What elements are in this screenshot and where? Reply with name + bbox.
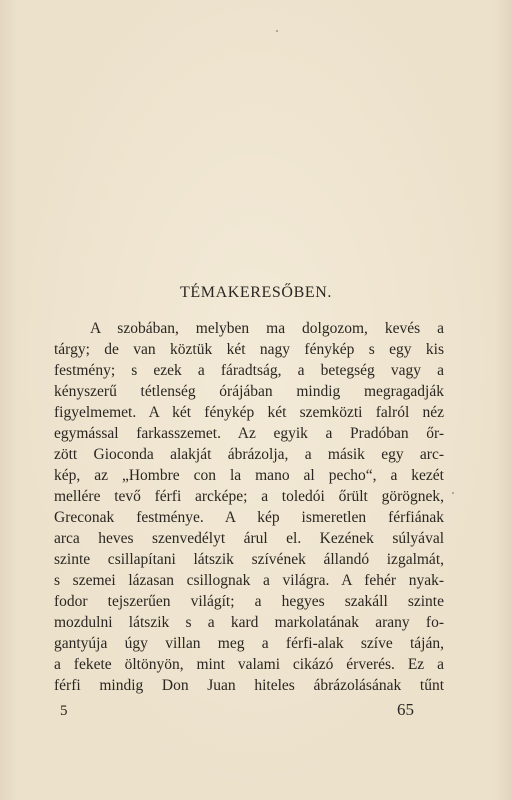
- text-line: tárgy; de van köztük két nagy fénykép s egy kis: [54, 341, 444, 358]
- page-number: 65: [397, 700, 414, 719]
- text-line: figyelmemet. A két fénykép két szemközti falról néz: [54, 404, 444, 421]
- text-line: férfi mindig Don Juan hiteles ábrázolásának tűnt: [54, 677, 444, 694]
- text-line: mozdulni látszik s a kard markolatának arany fo-: [54, 614, 444, 631]
- body-paragraph: [54, 318, 444, 696]
- text-line: a fekete öltönyön, mint valami cikázó érverés. Ez a: [54, 656, 444, 673]
- text-line: kép, az „Hombre con la mano al pecho“, a kezét: [54, 467, 444, 484]
- text-line: gantyúja úgy villan meg a férfi-alak szíve táján,: [54, 635, 444, 652]
- text-line: Greconak festménye. A kép ismeretlen férfiának: [54, 509, 444, 526]
- text-line: s szemei lázasan csillognak a világra. A fehér nyak-: [54, 572, 444, 589]
- text-line: kényszerű tétlenség órájában mindig megragadják: [54, 383, 444, 400]
- text-line: egymással farkasszemet. Az egyik a Pradóban őr-: [54, 425, 444, 442]
- chapter-title: TÉMAKERESŐBEN.: [180, 284, 332, 301]
- text-line: mellére tevő férfi arcképe; a toledói őrült görögnek,: [54, 488, 444, 505]
- signature-mark: 5: [60, 703, 68, 719]
- text-line: zött Gioconda alakját ábrázolja, a másik egy arc-: [54, 446, 444, 463]
- text-line: szinte csillapítani látszik szívének állandó izgalmát,: [54, 551, 444, 568]
- text-line: fodor tejszerűen világít; a hegyes szakáll szinte: [54, 593, 444, 610]
- paper-speck: [452, 492, 454, 494]
- paper-speck: [276, 30, 278, 32]
- text-line: arca heves szenvedélyt árul el. Kezének súlyával: [54, 530, 444, 547]
- text-line: A szobában, melyben ma dolgozom, kevés a: [90, 320, 444, 337]
- text-line: festmény; s ezek a fáradtság, a betegség vagy a: [54, 362, 444, 379]
